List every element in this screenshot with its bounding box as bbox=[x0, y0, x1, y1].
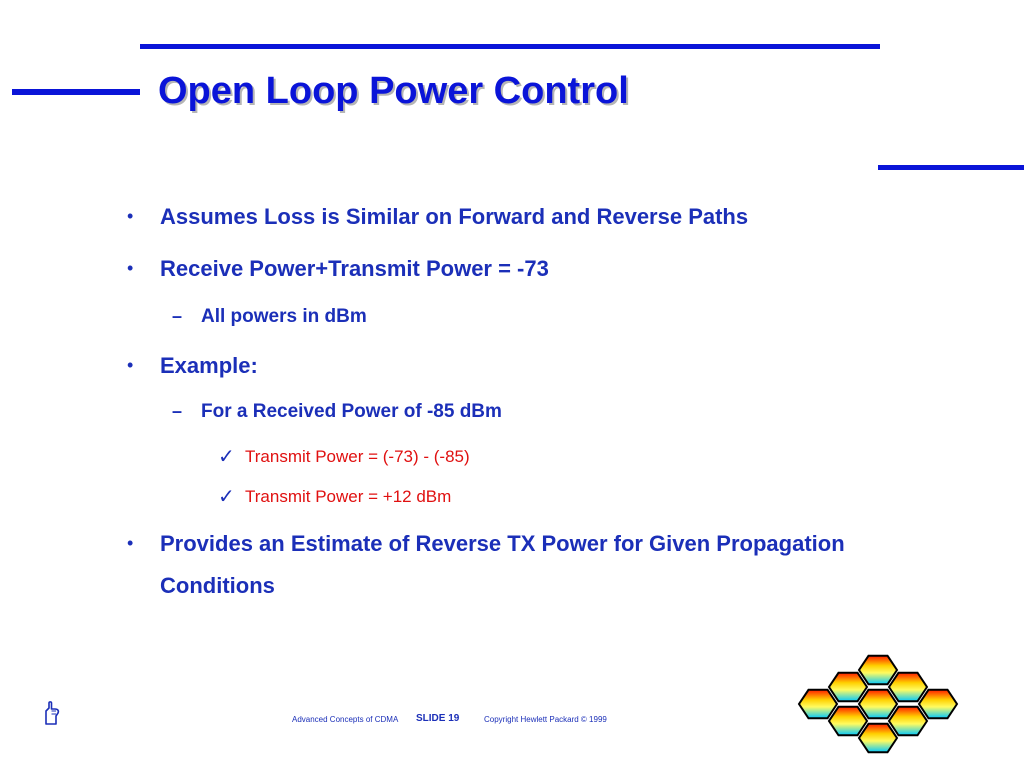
sub-bullet-marker: – bbox=[172, 401, 183, 421]
checkmark-icon: ✓ bbox=[218, 446, 235, 468]
logo-hexagon bbox=[799, 690, 837, 719]
logo-hexagon bbox=[889, 707, 927, 736]
logo-hexagon bbox=[829, 673, 867, 702]
logo-hexagon bbox=[919, 690, 957, 719]
pointing-hand-icon bbox=[42, 700, 62, 726]
right-accent-bar bbox=[878, 165, 1024, 170]
bullet-continuation-text: Conditions bbox=[160, 573, 275, 598]
checkmark-icon: ✓ bbox=[218, 486, 235, 508]
check-item-text: Transmit Power = +12 dBm bbox=[245, 487, 452, 506]
logo-hexagon bbox=[829, 707, 867, 736]
bullet-text: Provides an Estimate of Reverse TX Power for Given Propagation bbox=[160, 531, 845, 556]
bullet-text: Receive Power+Transmit Power = -73 bbox=[160, 256, 549, 281]
bullet-marker: • bbox=[127, 258, 134, 278]
left-accent-bar bbox=[12, 89, 140, 95]
hexagon-cluster-logo bbox=[796, 652, 960, 756]
logo-hexagon bbox=[859, 656, 897, 685]
sub-bullet-text: For a Received Power of -85 dBm bbox=[201, 401, 502, 422]
bullet-text: Assumes Loss is Similar on Forward and Reverse Paths bbox=[160, 204, 749, 229]
bullet-marker: • bbox=[127, 206, 134, 226]
slide-title: Open Loop Power Control bbox=[158, 70, 629, 112]
bullet-text: Example: bbox=[160, 353, 258, 378]
sub-bullet-text: All powers in dBm bbox=[201, 306, 367, 327]
footer-course-name: Advanced Concepts of CDMA bbox=[292, 715, 399, 724]
top-accent-bar bbox=[140, 44, 880, 49]
logo-hexagon bbox=[859, 724, 897, 753]
logo-hexagon bbox=[889, 673, 927, 702]
bullet-marker: • bbox=[127, 533, 134, 553]
sub-bullet-marker: – bbox=[172, 306, 183, 326]
check-item-text: Transmit Power = (-73) - (-85) bbox=[245, 447, 470, 466]
footer-copyright: Copyright Hewlett Packard © 1999 bbox=[484, 715, 607, 724]
logo-hexagon bbox=[859, 690, 897, 719]
bullet-marker: • bbox=[127, 355, 134, 375]
footer-slide-number: SLIDE 19 bbox=[416, 713, 460, 724]
